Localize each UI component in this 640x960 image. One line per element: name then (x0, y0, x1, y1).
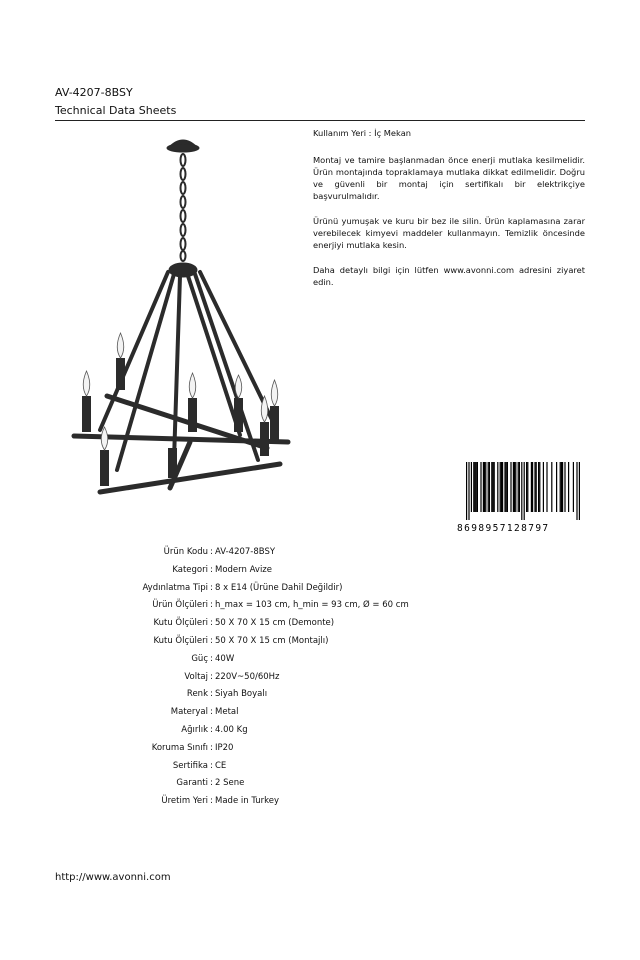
barcode-bar (489, 462, 490, 512)
barcode-bar (488, 462, 489, 512)
barcode-bar (514, 462, 515, 512)
spec-row (0, 582, 640, 600)
spec-value: 220V~50/60Hz (215, 671, 280, 682)
barcode-bar (524, 462, 525, 520)
spec-label: Sertifika (172, 760, 208, 771)
spec-separator: : (210, 671, 213, 682)
barcode-bar (510, 462, 511, 512)
website-link[interactable]: http://www.avonni.com (55, 872, 171, 883)
barcode-bar (579, 462, 580, 520)
spec-label: Voltaj (184, 671, 208, 682)
spec-row (0, 653, 640, 671)
barcode-bar (518, 462, 519, 512)
product-code-title: AV-4207-8BSY (55, 86, 133, 99)
spec-value: CE (215, 760, 227, 771)
barcode-bar (562, 462, 563, 512)
spec-label: Renk (186, 689, 208, 700)
spec-row (0, 635, 640, 653)
barcode-bar (500, 462, 501, 512)
spec-separator: : (210, 778, 213, 789)
spec-value: Modern Avize (215, 564, 272, 575)
spec-separator: : (210, 760, 213, 771)
spec-row (0, 564, 640, 582)
spec-value: 50 X 70 X 15 cm (Montajlı) (215, 635, 329, 646)
spec-row (0, 599, 640, 617)
barcode-bar (468, 462, 469, 520)
header (55, 86, 585, 121)
spec-label: Aydınlatma Tipi (142, 582, 208, 593)
spec-label: Güç (191, 653, 208, 664)
spec-row (0, 724, 640, 742)
barcode-bar (576, 462, 577, 520)
spec-separator: : (210, 618, 213, 629)
spec-label: Koruma Sınıfı (151, 742, 208, 753)
barcode-bar (560, 462, 561, 512)
barcode-bar (515, 462, 516, 512)
spec-separator: : (210, 635, 213, 646)
barcode-bar (526, 462, 527, 512)
chandelier-image (62, 130, 302, 508)
spec-label: Ürün Kodu (163, 547, 208, 557)
spec-separator: : (210, 600, 213, 611)
barcode-bar (519, 462, 520, 512)
spec-row (0, 742, 640, 760)
spec-row (0, 671, 640, 689)
spec-label: Materyal (170, 707, 208, 718)
spec-row (0, 688, 640, 706)
barcode-bar (561, 462, 562, 512)
spec-value: AV-4207-8BSY (215, 547, 276, 557)
barcode-bar (573, 462, 574, 512)
barcode-bar (543, 462, 544, 512)
spec-label: Kutu Ölçüleri (153, 618, 208, 629)
spec-separator: : (210, 689, 213, 700)
spec-value: 8 x E14 (Ürüne Dahil Değildir) (215, 582, 343, 593)
spec-separator: : (210, 742, 213, 753)
barcode-bar (538, 462, 539, 512)
spec-value: IP20 (215, 742, 234, 753)
barcode-number: 8698957128797 (457, 523, 550, 534)
spec-value: 4.00 Kg (215, 724, 248, 735)
spec-label: Garanti (176, 778, 208, 789)
spec-value: 40W (215, 653, 235, 664)
spec-value: 50 X 70 X 15 cm (Demonte) (215, 618, 335, 629)
barcode-bar (492, 462, 493, 512)
barcode-bar (501, 462, 502, 512)
barcode-bar (531, 462, 532, 512)
barcode-bar (568, 462, 569, 512)
spec-separator: : (210, 724, 213, 735)
spec-separator: : (210, 582, 213, 593)
barcode-bar (504, 462, 505, 512)
spec-separator: : (210, 564, 213, 575)
spec-label: Kategori (172, 564, 208, 575)
spec-value: h_max = 103 cm, h_min = 93 cm, Ø = 60 cm (215, 600, 409, 611)
cleaning-text: Ürünü yumuşak ve kuru bir bez ile silin. Ürün kaplamasına zarar verebilecek kimyevi maddeler kullanmayın. Temizlik öncesinde enerjiyi mutlaka kesin. (313, 216, 585, 250)
barcode-bar (480, 462, 481, 512)
spec-label: Ürün Ölçüleri (152, 600, 208, 611)
barcode-bar (539, 462, 540, 512)
barcode-bar (473, 462, 474, 512)
barcode-bar (536, 462, 537, 512)
barcode-bar (494, 462, 495, 512)
barcode-bar (477, 462, 478, 512)
spec-row (0, 546, 640, 564)
barcode-bar (564, 462, 565, 512)
spec-value: Siyah Boyalı (215, 689, 268, 700)
spec-value: 2 Sene (215, 778, 245, 789)
barcode-bar (527, 462, 528, 512)
barcode-bar (534, 462, 535, 512)
spec-value: Metal (215, 707, 239, 718)
spec-row (0, 795, 640, 813)
spec-label: Kutu Ölçüleri (153, 635, 208, 646)
spec-row (0, 777, 640, 795)
sheet-title: Technical Data Sheets (55, 104, 585, 121)
barcode-bar (471, 462, 472, 512)
barcode-bar (484, 462, 485, 512)
spec-separator: : (210, 707, 213, 718)
barcode-bar (507, 462, 508, 512)
usage-text: Kullanım Yeri : İç Mekan (313, 128, 412, 138)
spec-table (0, 546, 640, 813)
install-warning-text: Montaj ve tamire başlanmadan önce enerji mutlaka kesilmelidir. Ürün montajında topraklamaya mutlaka dikkat edilmelidir. Doğru ve güvenli bir montaj için sertifikalı bir elektrikçiye başvurulmalıdır. (313, 155, 585, 201)
barcode-bar (485, 462, 486, 512)
spec-row (0, 617, 640, 635)
barcode-bar (521, 462, 522, 520)
barcode-bar (474, 462, 475, 512)
barcode-bar (502, 462, 503, 512)
barcode-bar (506, 462, 507, 512)
barcode-bar (483, 462, 484, 512)
spec-separator: : (210, 653, 213, 664)
barcode-bar (532, 462, 533, 512)
more-info-text: Daha detaylı bilgi için lütfen www.avonni.com adresini ziyaret edin. (313, 265, 585, 287)
spec-label: Üretim Yeri (161, 796, 208, 807)
spec-label: Ağırlık (181, 724, 208, 735)
barcode-bar (491, 462, 492, 512)
spec-separator: : (210, 547, 213, 557)
barcode-bar (551, 462, 552, 512)
barcode-bar (497, 462, 498, 512)
spec-row (0, 706, 640, 724)
barcode-bars (457, 462, 585, 520)
barcode-bar (476, 462, 477, 512)
barcode (457, 462, 585, 532)
spec-row (0, 760, 640, 778)
spec-value: Made in Turkey (215, 796, 279, 807)
barcode-bar (513, 462, 514, 512)
spec-separator: : (210, 796, 213, 807)
barcode-bar (546, 462, 547, 512)
barcode-bar (556, 462, 557, 512)
info-panel (313, 127, 585, 301)
barcode-bar (466, 462, 467, 520)
